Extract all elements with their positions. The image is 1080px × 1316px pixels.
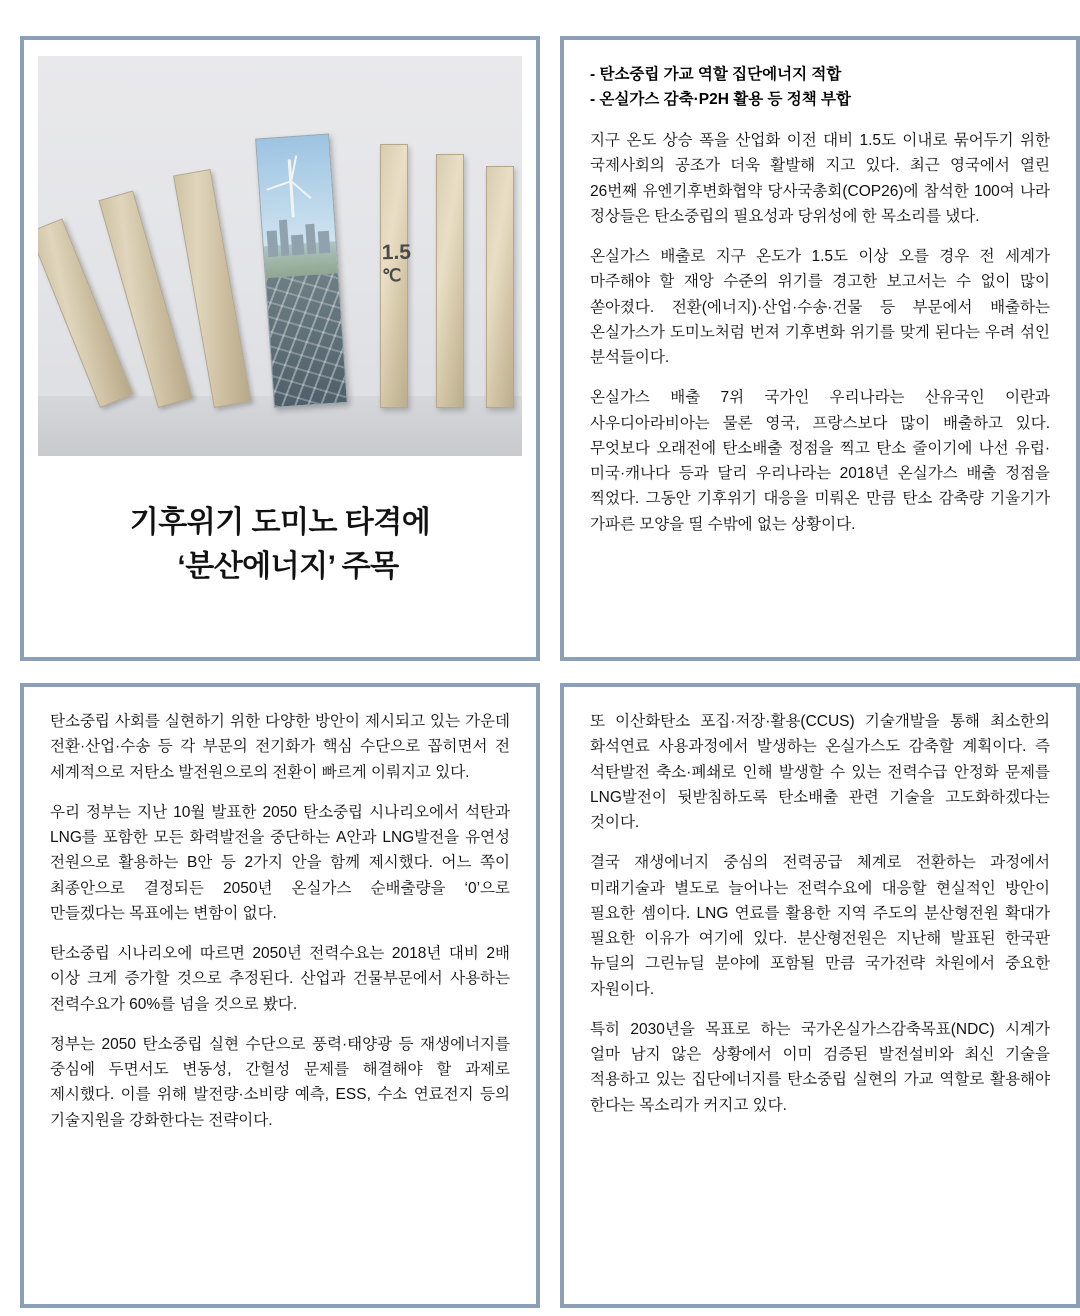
cover-title bbox=[38, 456, 522, 647]
temperature-value: 1.5 bbox=[381, 240, 412, 265]
panel-article-body-right bbox=[560, 683, 1080, 1308]
lead-line-2: - 온실가스 감축·P2H 활용 등 정책 부합 bbox=[590, 91, 851, 109]
lead-summary bbox=[590, 62, 1050, 112]
domino-tile bbox=[436, 154, 464, 408]
city-skyline bbox=[261, 208, 336, 257]
paragraph: 특히 2030년을 목표로 하는 국가온실가스감축목표(NDC) 시계가 얼마 남지 않은 상황에서 이미 검증된 발전설비와 최신 기술을 적용하고 있는 집단에너지를 탄소중립 실현의 가교 역할로 활용해야 한다는 목소리가 커지고 있다. bbox=[590, 1020, 1050, 1114]
paragraph: 온실가스 배출로 지구 온도가 1.5도 이상 오를 경우 전 세계가 마주해야 할 재앙 수준의 위기를 경고한 보고서는 수 없이 많이 쏟아졌다. 전환(에너지)·산업·수송·건물 등 부문에서 배출하는 온실가스가 도미노처럼 번져 기후변화 위기를 맞게 된다는 우려 섞인 분석들이다. bbox=[590, 248, 1050, 367]
temperature-label bbox=[382, 242, 412, 287]
panel-article-intro bbox=[560, 36, 1080, 661]
temperature-unit: ℃ bbox=[382, 265, 402, 286]
paragraph: 지구 온도 상승 폭을 산업화 이전 대비 1.5도 이내로 묶어두기 위한 국제사회의 공조가 더욱 활발해 지고 있다. 최근 영국에서 열린 26번째 유엔기후변화협약 당사국총회(COP26)에 참석한 100여 나라 정상들은 탄소중립의 필요성과 당위성에 한 목소리를 냈다. bbox=[590, 132, 1050, 225]
cover-title-line1: 기후위기 도미노 타격에 bbox=[129, 506, 431, 539]
paragraph: 정부는 2050 탄소중립 실현 수단으로 풍력·태양광 등 재생에너지를 중심에 두면서도 변동성, 간헐성 문제를 해결해야 할 과제로 제시했다. 이를 위해 발전량·소비량 예측, ESS, 수소 연료전지 등의 기술지원을 강화한다는 전략이다. bbox=[50, 1035, 510, 1129]
paragraph: 우리 정부는 지난 10월 발표한 2050 탄소중립 시나리오에서 석탄과 LNG를 포함한 모든 화력발전을 중단하는 A안과 LNG발전을 유연성 전원으로 활용하는 B안 등 2가지 안을 함께 제시했다. 어느 쪽이 최종안으로 결정되든 2050년 온실가스 순배출량을 ‘0’으로 만들겠다는 목표에는 변함이 없다. bbox=[50, 803, 510, 922]
solar-panel-field bbox=[266, 274, 347, 407]
domino-photo-tile bbox=[255, 133, 348, 408]
panel-article-body-left bbox=[20, 683, 540, 1308]
paragraph: 탄소중립 사회를 실현하기 위한 다양한 방안이 제시되고 있는 가운데 전환·산업·수송 등 각 부문의 전기화가 핵심 수단으로 꼽히면서 전 세계적으로 저탄소 발전원으로의 전환이 빠르게 이뤄지고 있다. bbox=[50, 713, 510, 781]
paragraph: 탄소중립 시나리오에 따르면 2050년 전력수요는 2018년 대비 2배 이상 크게 증가할 것으로 추정된다. 산업과 건물부문에서 사용하는 전력수요가 60%를 넘을 것으로 봤다. bbox=[50, 945, 510, 1013]
domino-climate-illustration bbox=[38, 56, 522, 456]
lead-line-1: - 탄소중립 가교 역할 집단에너지 적합 bbox=[590, 66, 842, 83]
domino-tile bbox=[486, 166, 514, 408]
panel-cover bbox=[20, 36, 540, 661]
paragraph: 결국 재생에너지 중심의 전력공급 체계로 전환하는 과정에서 미래기술과 별도로 늘어나는 전력수요에 대응할 현실적인 방안이 필요한 셈이다. LNG 연료를 활용한 지역 주도의 분산형전원 확대가 필요한 이유가 여기에 있다. 분산형전원은 지난해 발표된 한국판 뉴딜의 그린뉴딜 분야에 포함될 만큼 국가전략 차원에서 중요한 자원이다. bbox=[590, 854, 1050, 998]
paragraph: 온실가스 배출 7위 국가인 우리나라는 산유국인 이란과 사우디아라비아는 물론 영국, 프랑스보다 많이 배출하고 있다. 무엇보다 오래전에 탄소배출 정점을 찍고 탄소 줄이기에 나선 유럽·미국·캐나다 등과 달리 우리나라는 2018년 온실가스 배출 정점을 찍었다. 그동안 기후위기 대응을 미뤄온 만큼 탄소 감축량 기울기가 가파른 모양을 띨 수밖에 없는 상황이다. bbox=[590, 389, 1050, 533]
cover-title-line2: ‘분산에너지’ 주목 bbox=[177, 549, 399, 583]
paragraph: 또 이산화탄소 포집·저장·활용(CCUS) 기술개발을 통해 최소한의 화석연료 사용과정에서 발생하는 온실가스도 감축할 계획이다. 즉 석탄발전 축소·폐쇄로 인해 발생할 수 있는 전력수급 안정화 문제를 LNG발전이 뒷받침하도록 탄소배출 관련 기술을 고도화하겠다는 것이다. bbox=[590, 713, 1050, 831]
